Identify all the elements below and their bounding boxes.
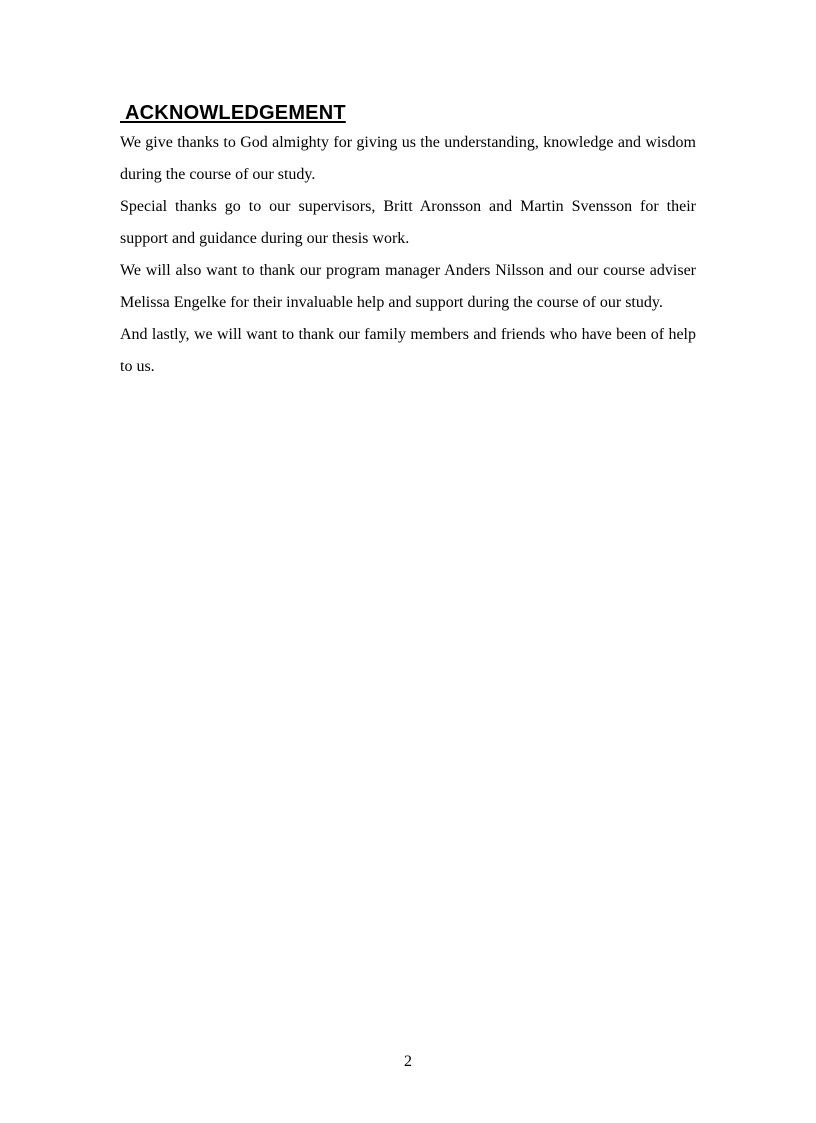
paragraph-thanks-supervisors: Special thanks go to our supervisors, Britt Aronsson and Martin Svensson for their support and guidance during our thesis work. [120, 198, 696, 247]
page-number: 2 [404, 1053, 412, 1070]
paragraph-thanks-family: And lastly, we will want to thank our family members and friends who have been of help to us. [120, 326, 696, 375]
paragraph-thanks-god: We give thanks to God almighty for giving us the understanding, knowledge and wisdom during the course of our study. [120, 134, 696, 183]
paragraph-thanks-program-manager: We will also want to thank our program manager Anders Nilsson and our course adviser Melissa Engelke for their invaluable help and support during the course of our study. [120, 262, 696, 311]
page-heading: ACKNOWLEDGEMENT [120, 102, 346, 124]
acknowledgement-body [120, 127, 696, 383]
